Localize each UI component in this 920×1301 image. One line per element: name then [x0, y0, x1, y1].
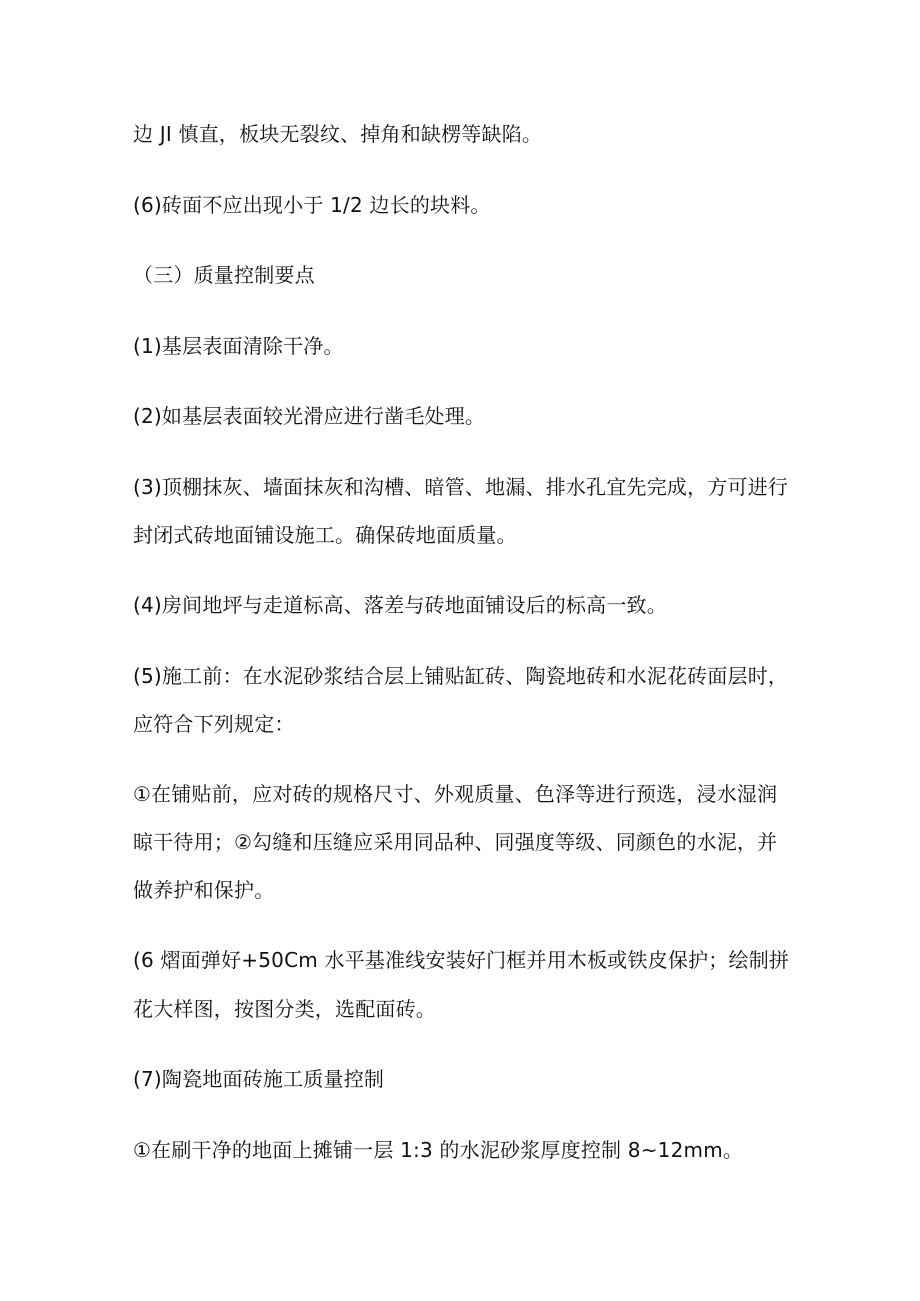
text-line: (5)施工前：在水泥砂浆结合层上铺贴缸砖、陶瓷地砖和水泥花砖面层时，: [133, 664, 789, 688]
text-line: 封闭式砖地面铺设施工。确保砖地面质量。: [133, 523, 517, 547]
text-line: (3)顶棚抹灰、墙面抹灰和沟槽、暗管、地漏、排水孔宜先完成，方可进行: [133, 475, 789, 499]
text-line: (6 熠面弹好+50Cm 水平基准线安装好门框并用木板或铁皮保护；绘制拼: [133, 948, 790, 972]
text-line: (4)房间地坪与走道标高、落差与砖地面铺设后的标高一致。: [133, 593, 667, 617]
text-line: ①在铺贴前，应对砖的规格尺寸、外观质量、色泽等进行预选，浸水湿润: [133, 782, 778, 806]
text-line: 应符合下列规定：: [133, 712, 295, 736]
text-line: 晾干待用；②勾缝和压缝应采用同品种、同强度等级、同颜色的水泥，并: [133, 830, 778, 854]
text-line: ①在刷干净的地面上摊铺一层 1:3 的水泥砂浆厚度控制 8~12mm。: [133, 1138, 744, 1162]
section-heading: （三）质量控制要点: [133, 263, 315, 287]
text-line: 做养护和保护。: [133, 878, 275, 902]
text-line: 花大样图，按图分类，选配面砖。: [133, 997, 436, 1021]
text-line: 边 JI 慎直，板块无裂纹、掉角和缺楞等缺陷。: [133, 122, 543, 146]
text-line: (6)砖面不应出现小于 1/2 边长的块料。: [133, 193, 491, 217]
text-line: (7)陶瓷地面砖施工质量控制: [133, 1067, 385, 1091]
text-line: (1)基层表面清除干净。: [133, 334, 344, 358]
text-line: (2)如基层表面较光滑应进行凿毛处理。: [133, 404, 486, 428]
